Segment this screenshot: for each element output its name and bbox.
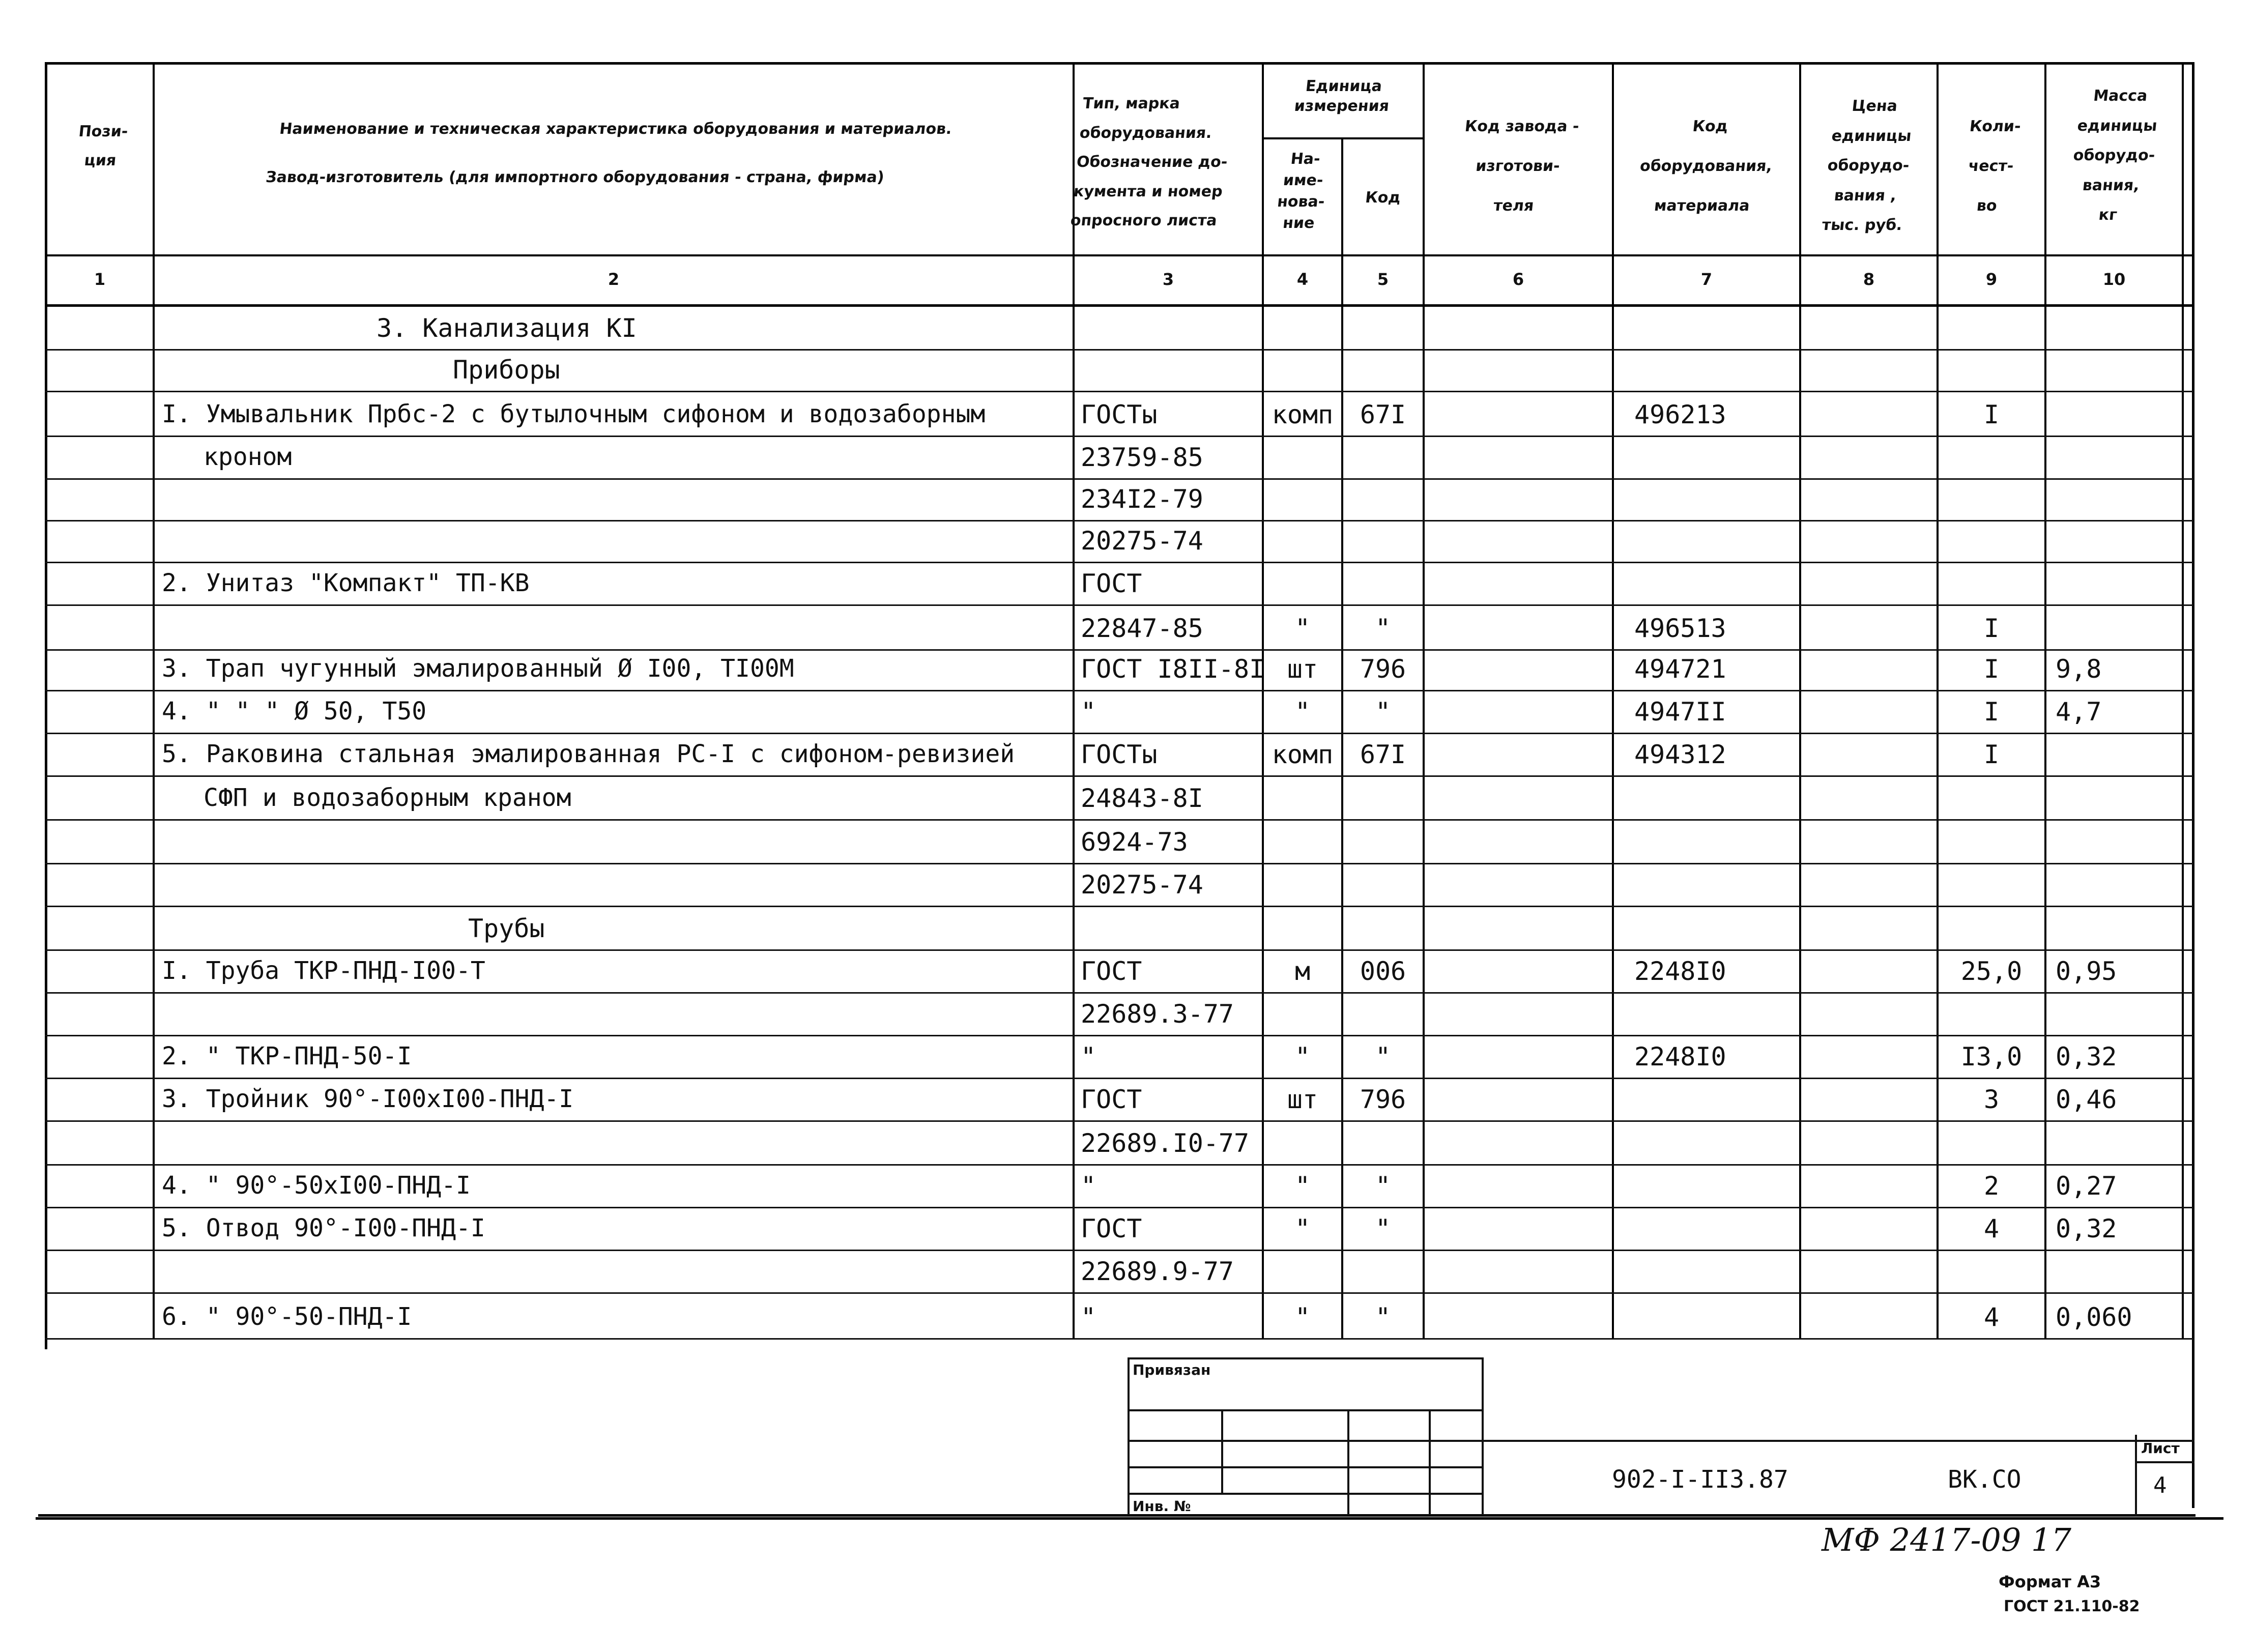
cell-type: 234I2-79 (1081, 484, 1203, 514)
cell-name: Трубы (468, 914, 545, 943)
cell-qty: 4 (1983, 1302, 2000, 1332)
header-col10: Масса единицы оборудо- вания, кг (2072, 87, 2158, 224)
stamp-v3 (1347, 1409, 1349, 1515)
cell-type: 22847-85 (1081, 614, 1203, 643)
stamp-inv: Инв. № (1133, 1498, 1191, 1515)
header-col2-line1: Наименование и техническая характеристика оборудования и материалов. (278, 120, 953, 138)
row-separator (45, 1250, 2193, 1251)
format-label: Формат А3 (1999, 1572, 2101, 1591)
cell-name: кроном (204, 443, 292, 471)
row-separator (45, 1035, 2193, 1036)
cell-unit: комп (1272, 400, 1334, 429)
cell-code: " (1375, 1302, 1391, 1332)
cell-type: " (1081, 1042, 1096, 1071)
cell-unit: " (1294, 1302, 1311, 1332)
cell-type: 22689.3-77 (1081, 999, 1234, 1029)
cell-code: 796 (1360, 1085, 1406, 1114)
cell-unit: " (1294, 614, 1311, 643)
cell-qty: 4 (1983, 1214, 2000, 1243)
col-line-9 (2044, 62, 2046, 1338)
cell-type: " (1081, 697, 1096, 727)
header-col6: Код завода - изготови- теля (1464, 118, 1580, 215)
cell-name: 4. " 90°-50xI00-ПНД-I (162, 1171, 471, 1200)
header-col5: Код (1364, 189, 1402, 207)
cell-type: 23759-85 (1081, 443, 1203, 472)
cell-mass: 0,32 (2056, 1214, 2117, 1243)
cell-qty: I3,0 (1960, 1042, 2023, 1071)
cell-code: " (1375, 1214, 1391, 1243)
cell-equip: 2248I0 (1634, 1042, 1726, 1071)
colnum-6: 6 (1512, 270, 1524, 289)
cell-name: 5. Раковина стальная эмалированная PC-I с сифоном-ревизией (162, 740, 1015, 768)
cell-unit: комп (1272, 740, 1334, 769)
table-bottom (38, 1514, 2196, 1517)
colnum-3: 3 (1162, 270, 1174, 289)
cell-unit: " (1294, 1214, 1311, 1243)
row-separator (45, 349, 2193, 351)
header-col3: Тип, марка оборудования. Обозначение до- кумента и номер опросного листа (1070, 95, 1229, 230)
stamp-v5 (1482, 1357, 1484, 1515)
col-line-2 (1073, 62, 1075, 1338)
cell-code: " (1375, 614, 1391, 643)
cell-code: 796 (1360, 654, 1406, 684)
number-row-line (45, 304, 2193, 307)
row-separator (45, 562, 2193, 563)
cell-name: СФП и водозаборным краном (204, 784, 571, 812)
cell-name: 2. Унитаз "Компакт" ТП-КВ (162, 569, 530, 597)
cell-type: ГОСТы (1081, 740, 1158, 769)
cell-type: 22689.I0-77 (1081, 1128, 1250, 1158)
sheet-box-left (2135, 1435, 2137, 1516)
cell-type: ГОСТ (1081, 1214, 1142, 1243)
cell-mass: 4,7 (2056, 697, 2102, 727)
cell-type: ГОСТы (1081, 400, 1158, 429)
colnum-9: 9 (1985, 270, 1998, 289)
cell-equip: 4947II (1634, 697, 1726, 727)
titleblock-line (1484, 1440, 2194, 1442)
cell-name: I. Умывальник Прбс-2 с бутылочным сифоном и водозаборным (162, 400, 986, 428)
cell-type: 6924-73 (1081, 827, 1188, 857)
colnum-4: 4 (1296, 270, 1309, 289)
colnum-10: 10 (2102, 270, 2126, 289)
col-line-4 (1341, 137, 1343, 1338)
header-col9: Коли- чест- во (1967, 118, 2022, 215)
stamp-top (1128, 1357, 1484, 1359)
sheet-code: ВК.СО (1948, 1465, 2021, 1494)
colnum-8: 8 (1863, 270, 1875, 289)
row-separator (45, 775, 2193, 777)
col-line-10 (2182, 62, 2184, 1338)
row-separator (45, 1164, 2193, 1166)
sheet-label: Лист (2141, 1440, 2180, 1457)
row-separator (45, 478, 2193, 480)
handwritten-note: МФ 2417-09 17 (1822, 1521, 2071, 1558)
sheet-box-line (2135, 1461, 2194, 1463)
col-line-7 (1799, 62, 1801, 1338)
header-col2-line2: Завод-изготовитель (для импортного оборудования - страна, фирма) (265, 168, 885, 186)
row-separator (45, 1292, 2193, 1294)
cell-qty: I (1983, 740, 2000, 769)
row-separator (45, 690, 2193, 691)
cell-qty: 25,0 (1960, 957, 2023, 986)
cell-name: 3. Канализация КI (377, 313, 637, 343)
cell-code: " (1375, 1042, 1391, 1071)
cell-name: I. Труба ТКР-ПНД-I00-T (162, 957, 485, 985)
row-separator (45, 391, 2193, 392)
stamp-v1 (1128, 1357, 1130, 1515)
frame-bottom (36, 1517, 2223, 1520)
cell-qty: I (1983, 697, 2000, 727)
cell-code: " (1375, 697, 1391, 727)
row-separator (45, 520, 2193, 521)
cell-mass: 0,95 (2056, 957, 2117, 986)
cell-equip: 494721 (1634, 654, 1726, 684)
row-separator (45, 604, 2193, 606)
cell-mass: 9,8 (2056, 654, 2102, 684)
header-col4: На- име- нова- ние (1276, 150, 1326, 232)
cell-name: 3. Трап чугунный эмалированный Ø I00, TI00M (162, 654, 794, 683)
cell-type: " (1081, 1171, 1096, 1201)
col-line-1 (153, 62, 155, 1338)
colnum-1: 1 (94, 270, 106, 289)
cell-name: 6. " 90°-50-ПНД-I (162, 1302, 412, 1331)
cell-type: ГОСТ (1081, 569, 1142, 598)
frame-right (2192, 62, 2194, 1508)
cell-type: 20275-74 (1081, 526, 1203, 556)
cell-qty: I (1983, 654, 2000, 684)
cell-equip: 496213 (1634, 400, 1726, 429)
row-separator (45, 733, 2193, 734)
cell-type: 22689.9-77 (1081, 1257, 1234, 1286)
cell-equip: 496513 (1634, 614, 1726, 643)
cell-unit: м (1294, 957, 1311, 986)
cell-qty: I (1983, 614, 2000, 643)
cell-type: 20275-74 (1081, 870, 1203, 900)
doc-code: 902-I-II3.87 (1612, 1465, 1788, 1494)
cell-equip: 2248I0 (1634, 957, 1726, 986)
colnum-5: 5 (1377, 270, 1389, 289)
col-line-5 (1423, 62, 1425, 1338)
stamp-v2 (1221, 1409, 1223, 1493)
sheet-number: 4 (2153, 1472, 2167, 1498)
cell-unit: " (1294, 697, 1311, 727)
colnum-2: 2 (608, 270, 620, 289)
cell-name: 2. " ТКР-ПНД-50-I (162, 1042, 412, 1070)
cell-equip: 494312 (1634, 740, 1726, 769)
cell-mass: 0,46 (2056, 1085, 2117, 1114)
cell-name: 5. Отвод 90°-I00-ПНД-I (162, 1214, 485, 1242)
cell-qty: 2 (1983, 1171, 2000, 1201)
row-separator (45, 819, 2193, 821)
cell-mass: 0,32 (2056, 1042, 2117, 1071)
cell-unit: шт (1287, 654, 1318, 684)
cell-qty: I (1983, 400, 2000, 429)
row-separator (45, 906, 2193, 907)
cell-code: 67I (1360, 740, 1406, 769)
cell-unit: " (1294, 1171, 1311, 1201)
cell-code: 006 (1360, 957, 1406, 986)
cell-code: 67I (1360, 400, 1406, 429)
frame-top (45, 62, 2194, 65)
row-separator (45, 1120, 2193, 1122)
cell-qty: 3 (1983, 1085, 2000, 1114)
row-separator (45, 1078, 2193, 1079)
cell-type: ГОСТ (1081, 957, 1142, 986)
header-line (45, 254, 2193, 256)
colnum-7: 7 (1700, 270, 1713, 289)
cell-mass: 0,27 (2056, 1171, 2117, 1201)
header-col8: Цена единицы оборудо- вания , тыс. руб. (1821, 97, 1913, 234)
unit-subheader-line (1262, 137, 1425, 139)
stamp-v4 (1429, 1409, 1431, 1515)
cell-unit: шт (1287, 1085, 1318, 1114)
row-separator (45, 1338, 2193, 1340)
row-separator (45, 949, 2193, 951)
cell-type: ГОСТ (1081, 1085, 1142, 1114)
row-separator (45, 436, 2193, 437)
gost-footer: ГОСТ 21.110-82 (2004, 1598, 2140, 1615)
cell-name: 4. " " " Ø 50, T50 (162, 697, 427, 726)
cell-type: ГОСТ I8II-8I (1081, 654, 1265, 684)
cell-unit: " (1294, 1042, 1311, 1071)
header-col1: Пози- ция (77, 123, 129, 169)
col-line-6 (1612, 62, 1614, 1338)
row-separator (45, 649, 2193, 651)
cell-code: " (1375, 1171, 1391, 1201)
row-separator (45, 992, 2193, 994)
cell-name: 3. Тройник 90°-I00xI00-ПНД-I (162, 1085, 574, 1113)
header-col45-group: Единица измерения (1293, 77, 1390, 115)
row-separator (45, 1207, 2193, 1208)
cell-type: " (1081, 1302, 1096, 1332)
cell-mass: 0,060 (2056, 1302, 2132, 1332)
stamp-privyazan: Привязан (1133, 1361, 1211, 1378)
row-separator (45, 863, 2193, 864)
header-col7: Код оборудования, материала (1639, 118, 1773, 215)
cell-name: Приборы (453, 355, 560, 385)
cell-type: 24843-8I (1081, 784, 1203, 813)
